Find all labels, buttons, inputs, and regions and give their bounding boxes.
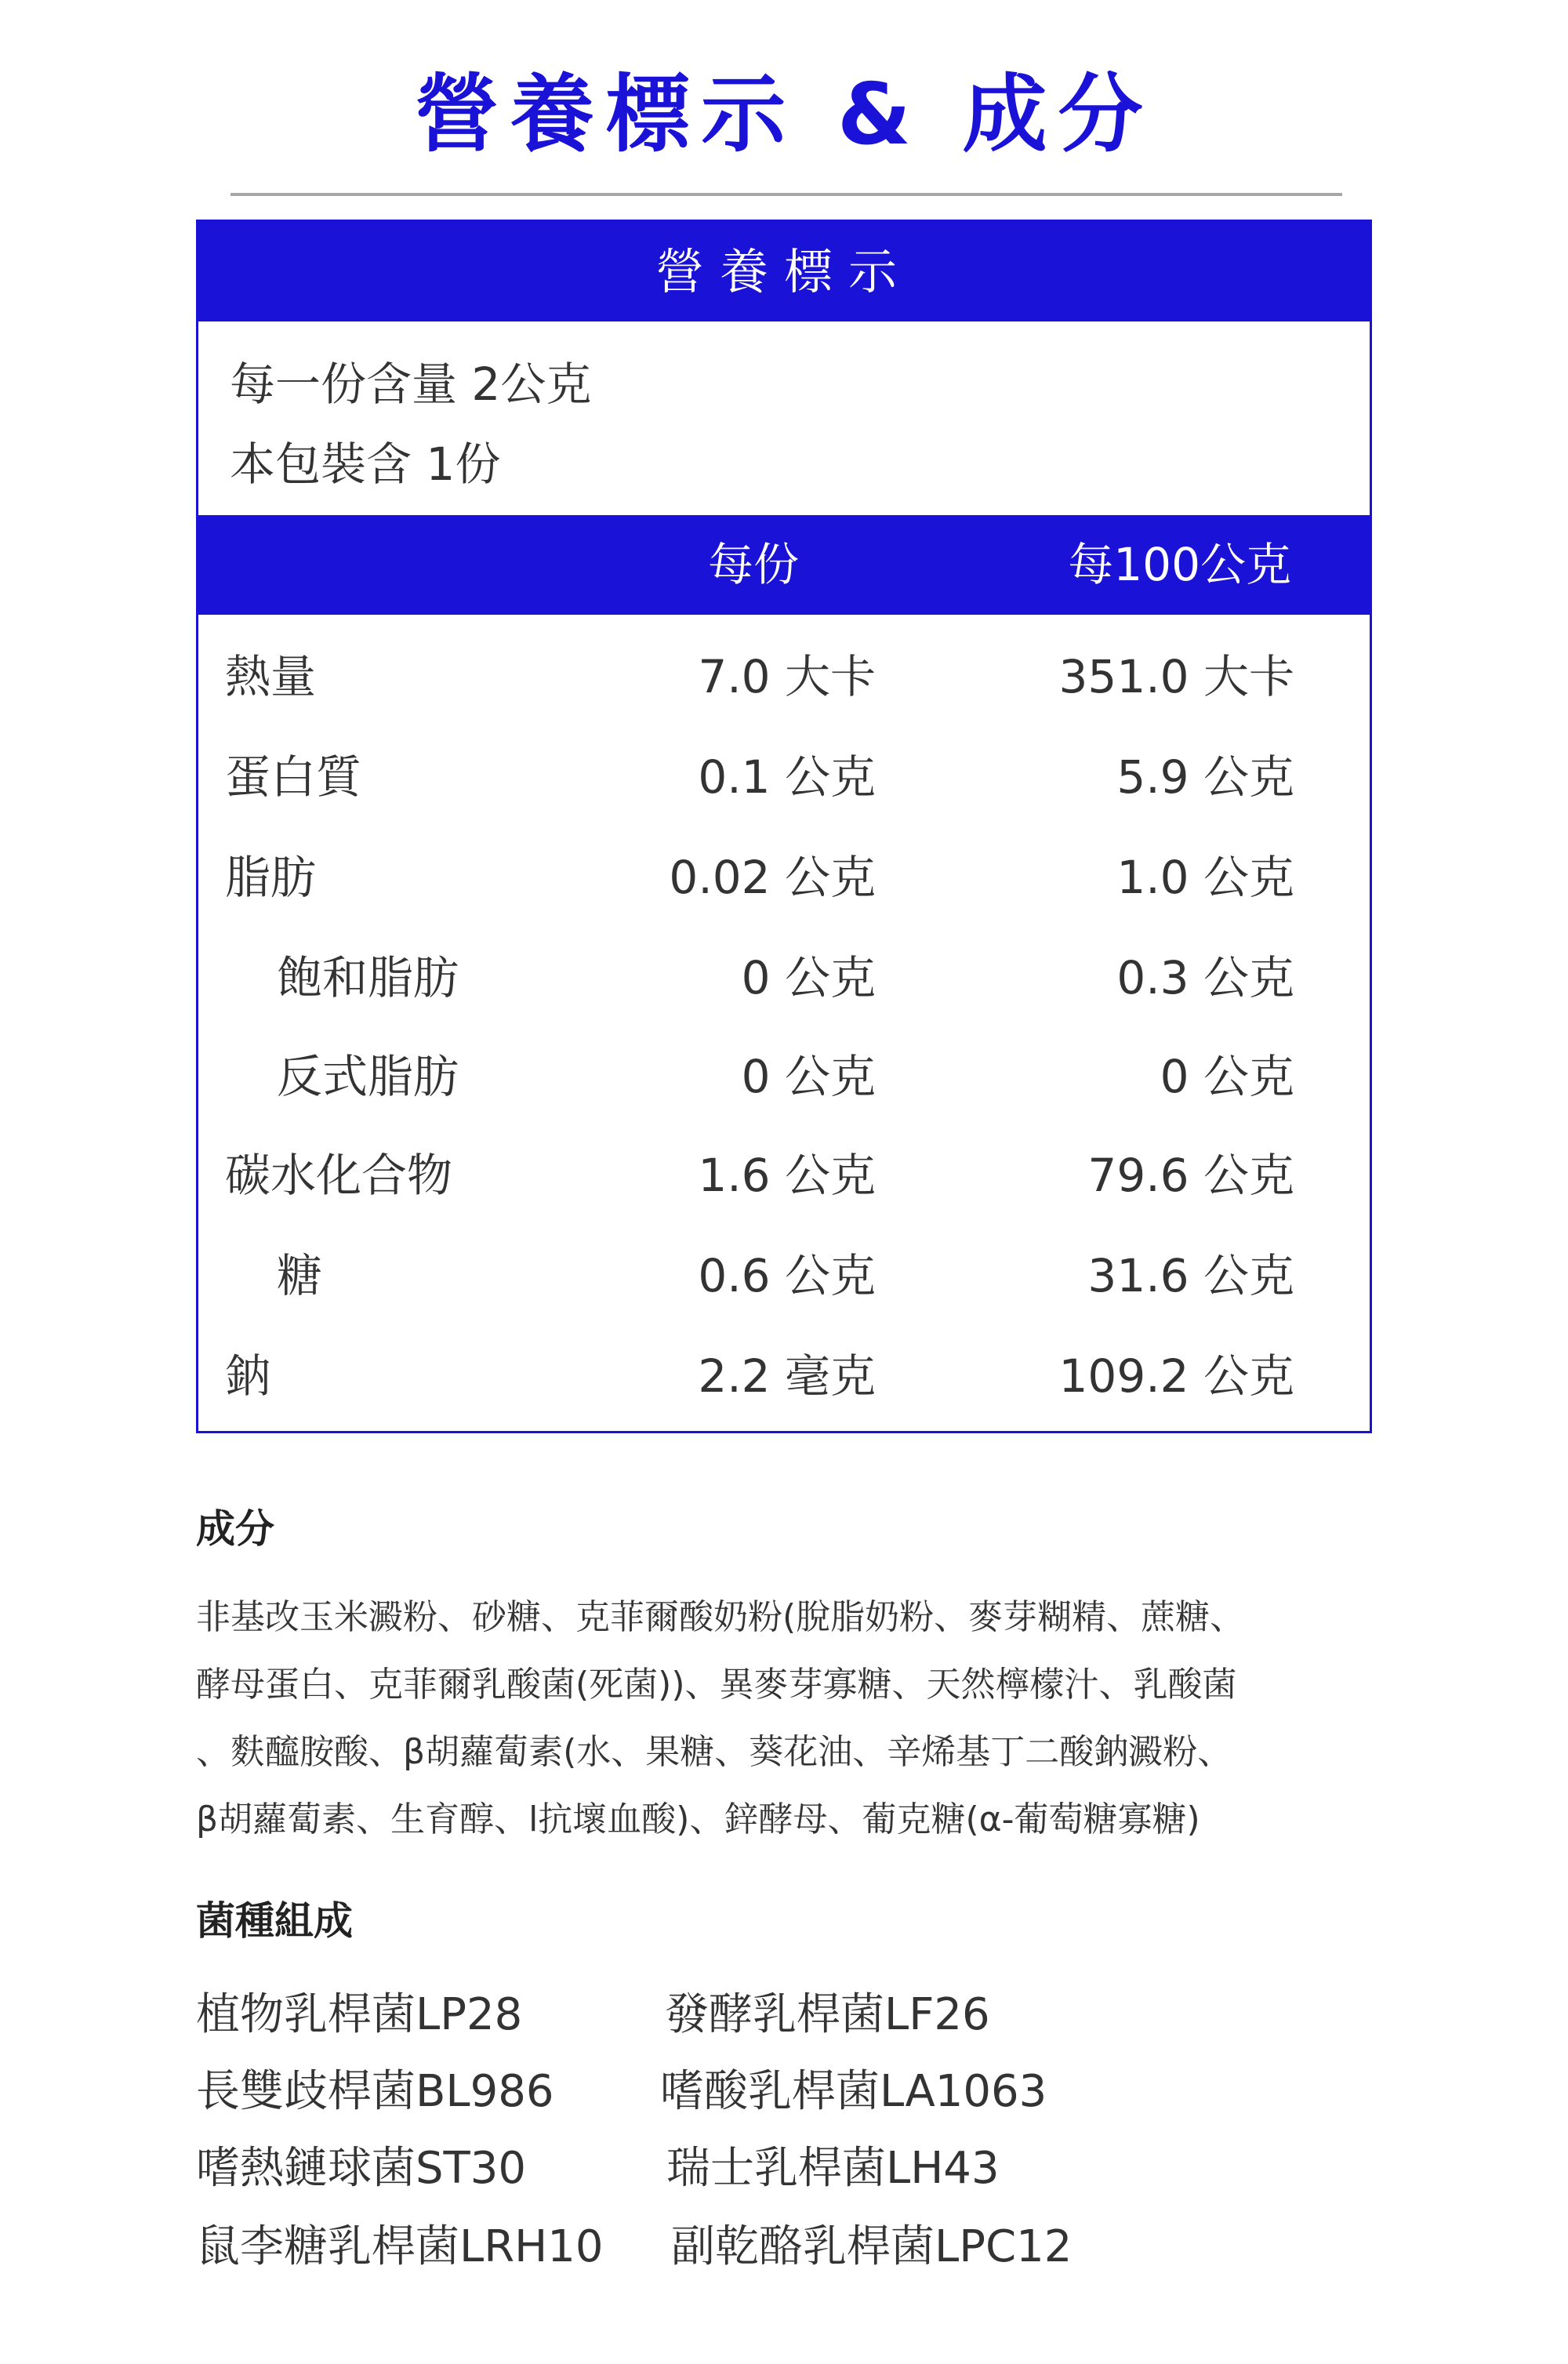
- nutrition-row-calories: [198, 637, 1370, 716]
- nutrient-label: 反式脂肪: [277, 1050, 459, 1103]
- nutrition-header: 營養標示: [198, 222, 1370, 321]
- nutrient-per-serving: 0.1 公克: [698, 750, 876, 804]
- nutrient-per-100g: 31.6 公克: [1087, 1249, 1294, 1302]
- nutrient-per-100g: 351.0 大卡: [1058, 650, 1294, 703]
- column-header-per-serving: 每份: [708, 538, 800, 591]
- strain-item: 瑞士乳桿菌LH43: [666, 2143, 1000, 2194]
- nutrient-per-serving: 0.02 公克: [669, 851, 876, 904]
- strain-item: 長雙歧桿菌BL986: [196, 2066, 554, 2117]
- nutrient-per-serving: 2.2 毫克: [698, 1349, 876, 1403]
- nutrient-per-100g: 79.6 公克: [1087, 1149, 1294, 1202]
- servings-per-package: 本包裝含 1份: [230, 438, 501, 491]
- ingredients-text: [196, 1584, 1380, 1854]
- nutrient-per-100g: 1.0 公克: [1116, 851, 1294, 904]
- nutrient-label: 碳水化合物: [225, 1149, 453, 1202]
- column-header-per-100g: 每100公克: [1068, 538, 1291, 591]
- nutrition-row-sugar: [198, 1236, 1370, 1315]
- ingredients-line: 酵母蛋白、克菲爾乳酸菌(死菌))、異麥芽寡糖、天然檸檬汁、乳酸菌: [196, 1665, 1237, 1705]
- strain-item: 發酵乳桿菌LF26: [665, 1989, 990, 2040]
- nutrient-per-serving: 0 公克: [741, 951, 876, 1004]
- nutrient-label: 糖: [277, 1249, 323, 1302]
- strain-item: 嗜酸乳桿菌LA1063: [660, 2066, 1047, 2117]
- strain-item: 嗜熱鏈球菌ST30: [196, 2143, 527, 2194]
- nutrition-row-carbohydrate: [198, 1136, 1370, 1215]
- strain-item: 鼠李糖乳桿菌LRH10: [196, 2221, 604, 2272]
- nutrient-per-serving: 0.6 公克: [698, 1249, 876, 1302]
- strain-item: 植物乳桿菌LP28: [196, 1989, 523, 2040]
- nutrition-row-protein: [198, 738, 1370, 816]
- nutrition-row-saturated-fat: [198, 939, 1370, 1017]
- ingredients-line: β胡蘿蔔素、生育醇、l抗壞血酸)、鋅酵母、葡克糖(α-葡萄糖寡糖): [196, 1799, 1200, 1839]
- nutrient-per-serving: 1.6 公克: [698, 1149, 876, 1202]
- nutrient-per-100g: 109.2 公克: [1058, 1349, 1294, 1403]
- nutrient-label: 脂肪: [225, 851, 317, 904]
- ingredients-line: 非基改玉米澱粉、砂糖、克菲爾酸奶粉(脫脂奶粉、麥芽糊精、蔗糖、: [196, 1597, 1245, 1637]
- serving-size: 每一份含量 2公克: [230, 358, 592, 411]
- nutrition-row-sodium: [198, 1337, 1370, 1415]
- nutrient-per-serving: 7.0 大卡: [698, 650, 876, 703]
- nutrition-row-fat: [198, 838, 1370, 917]
- nutrition-row-trans-fat: [198, 1037, 1370, 1116]
- strains-heading: 菌種組成: [196, 1898, 353, 1944]
- nutrient-label: 蛋白質: [225, 750, 362, 804]
- nutrient-label: 飽和脂肪: [277, 951, 459, 1004]
- nutrient-per-serving: 0 公克: [741, 1050, 876, 1103]
- nutrient-per-100g: 5.9 公克: [1116, 750, 1294, 804]
- nutrient-per-100g: 0.3 公克: [1116, 951, 1294, 1004]
- page-title: 營養標示 & 成分: [414, 66, 1154, 164]
- nutrient-per-100g: 0 公克: [1160, 1050, 1294, 1103]
- nutrition-facts-table: [196, 220, 1372, 1433]
- column-header-bar: [198, 515, 1370, 615]
- strain-item: 副乾酪乳桿菌LPC12: [671, 2221, 1073, 2272]
- title-divider: [230, 193, 1342, 196]
- ingredients-line: 、麩醯胺酸、β胡蘿蔔素(水、果糖、葵花油、辛烯基丁二酸鈉澱粉、: [196, 1732, 1232, 1772]
- nutrient-label: 熱量: [225, 650, 317, 703]
- nutrient-label: 鈉: [225, 1349, 271, 1403]
- ingredients-heading: 成分: [196, 1506, 274, 1552]
